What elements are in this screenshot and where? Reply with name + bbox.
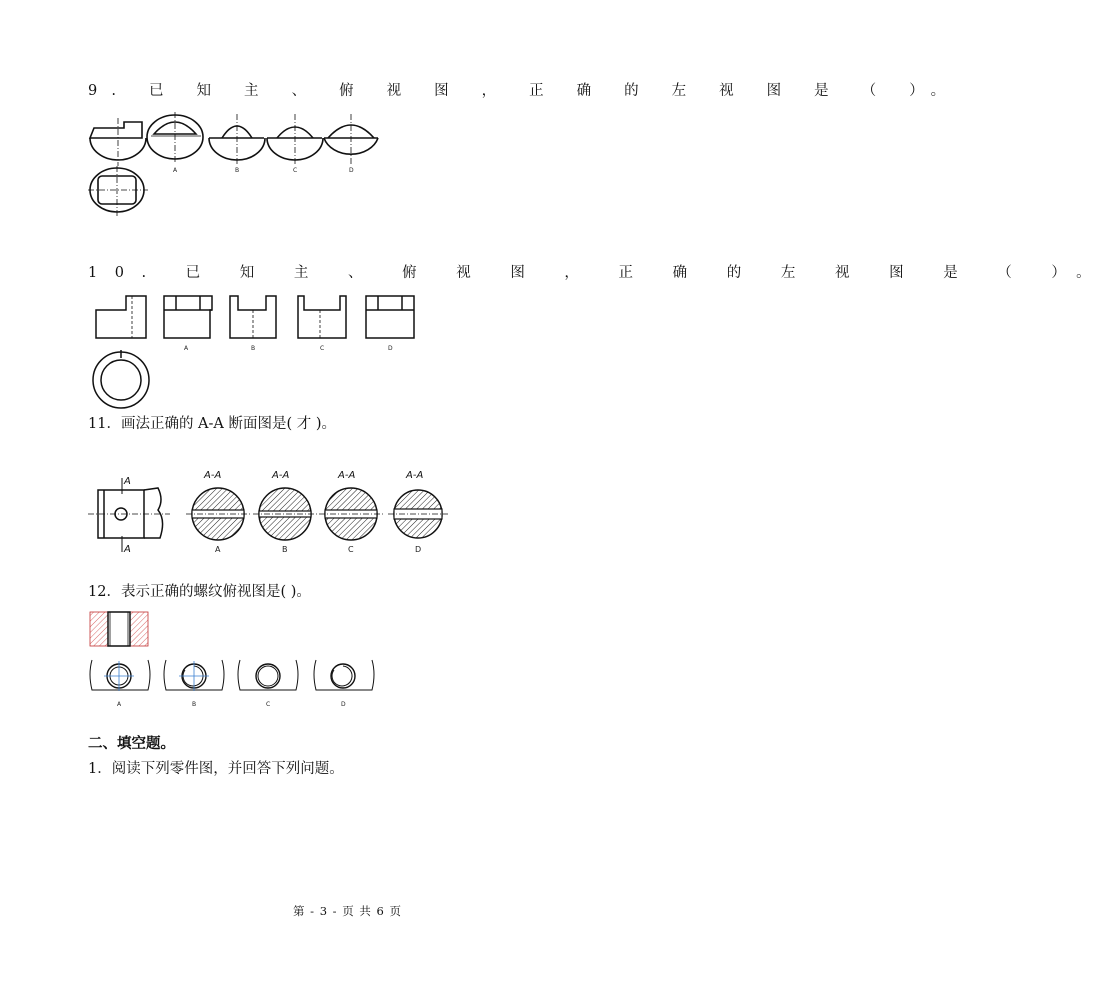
q11-shaft-view bbox=[88, 478, 170, 552]
q10-top-view bbox=[93, 350, 149, 408]
question-12: 12．表示正确的螺纹俯视图是( )。 bbox=[88, 584, 311, 600]
q12-label-d: D bbox=[341, 701, 346, 708]
section-2-item-1: 1．阅读下列零件图，并回答下列问题。 bbox=[88, 761, 344, 777]
q11-option-d bbox=[388, 490, 448, 538]
q12-option-d bbox=[314, 660, 374, 690]
section-2-heading: 二、填空题。 bbox=[88, 736, 175, 752]
q11-option-a bbox=[186, 488, 250, 540]
q10-figure bbox=[88, 290, 428, 410]
q9-label-b: B bbox=[235, 167, 240, 174]
q10-label-b: B bbox=[251, 345, 256, 352]
q12-option-a bbox=[90, 660, 150, 691]
question-9: 9. 已 知 主 、 俯 视 图 ， 正 确 的 左 视 图 是 （ ）。 bbox=[88, 83, 960, 99]
question-11: 11．画法正确的 A-A 断面图是( 才 )。 bbox=[88, 416, 337, 432]
q11-title-b: A-A bbox=[272, 470, 290, 481]
q12-label-c: C bbox=[266, 701, 271, 708]
q9-top-view bbox=[88, 166, 148, 216]
q10-label-a: A bbox=[184, 345, 189, 352]
q10-label-d: D bbox=[388, 345, 393, 352]
q11-label-b: B bbox=[282, 545, 288, 554]
q9-option-b bbox=[209, 114, 265, 164]
q10-option-c bbox=[298, 296, 346, 338]
q9-option-a bbox=[147, 112, 203, 162]
q11-option-b bbox=[253, 488, 317, 540]
page-footer: 第 - 3 - 页 共 6 页 bbox=[293, 904, 402, 918]
q11-label-d: D bbox=[415, 545, 422, 554]
q12-figure bbox=[84, 610, 384, 710]
q10-option-d bbox=[366, 296, 414, 338]
q11-option-c bbox=[319, 488, 383, 540]
q9-label-d: D bbox=[349, 167, 354, 174]
q9-label-c: C bbox=[293, 167, 298, 174]
q9-label-a: A bbox=[173, 167, 178, 174]
question-10: 10. 已 知 主 、 俯 视 图 ， 正 确 的 左 视 图 是 （ ）。 bbox=[88, 265, 1108, 281]
q9-front-view bbox=[90, 122, 142, 138]
q9-figure bbox=[84, 110, 384, 220]
q10-option-a bbox=[164, 296, 212, 338]
q12-label-a: A bbox=[117, 701, 122, 708]
q9-option-d bbox=[324, 114, 378, 164]
q11-label-c: C bbox=[348, 545, 354, 554]
q12-label-b: B bbox=[192, 701, 197, 708]
q10-front-view bbox=[96, 296, 146, 338]
q10-option-b bbox=[230, 296, 276, 338]
q11-title-d: A-A bbox=[406, 470, 424, 481]
q11-cut-label-bottom: A bbox=[124, 544, 131, 555]
q11-title-a: A-A bbox=[204, 470, 222, 481]
q12-option-c bbox=[238, 660, 298, 690]
q12-option-b bbox=[164, 660, 224, 691]
q11-figure bbox=[88, 464, 458, 559]
q11-label-a: A bbox=[215, 545, 221, 554]
q12-front-section bbox=[90, 612, 148, 646]
q11-cut-label-top: A bbox=[124, 476, 131, 487]
q10-label-c: C bbox=[320, 345, 325, 352]
q9-option-c bbox=[267, 114, 323, 164]
q11-title-c: A-A bbox=[338, 470, 356, 481]
